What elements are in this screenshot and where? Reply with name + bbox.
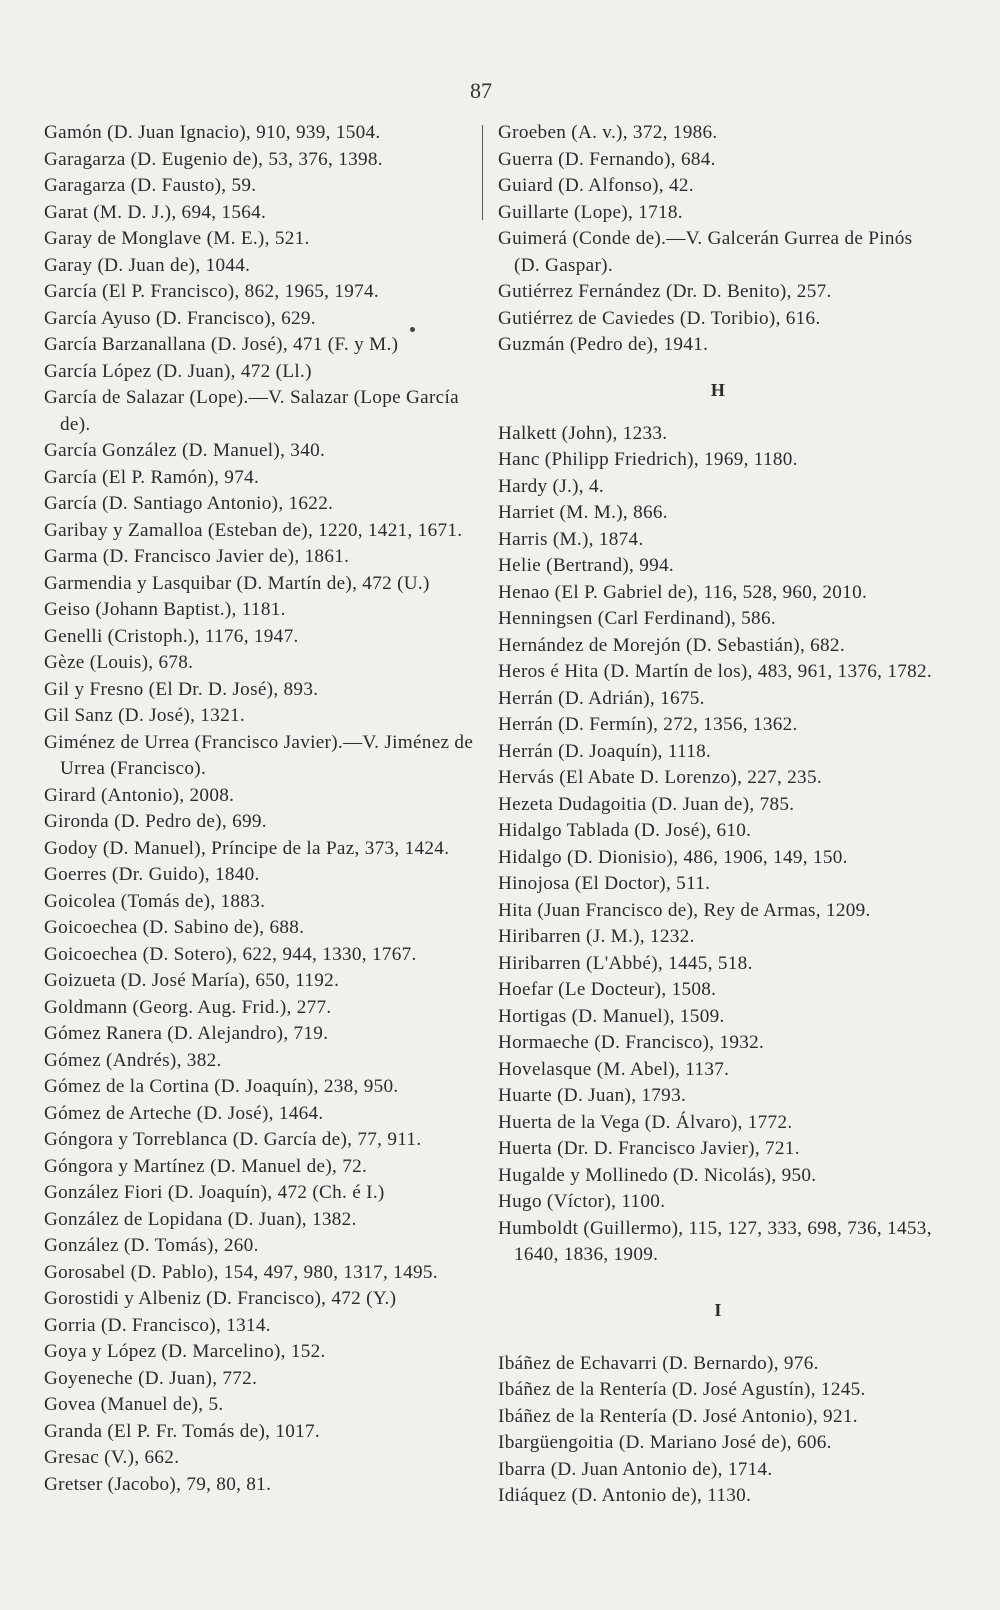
index-entry: Guiard (D. Alfonso), 42. xyxy=(498,175,694,196)
index-entry: Ibargüengoitia (D. Mariano José de), 606. xyxy=(498,1432,832,1453)
index-entry: Góngora y Torreblanca (D. García de), 77, 911. xyxy=(44,1129,422,1150)
index-entry: Hugalde y Mollinedo (D. Nicolás), 950. xyxy=(498,1164,817,1186)
index-entry: Goicolea (Tomás de), 1883. xyxy=(44,890,266,912)
index-entry: Gamón (D. Juan Ignacio), 910, 939, 1504. xyxy=(44,122,381,143)
index-entry: Guerra (D. Fernando), 684. xyxy=(498,148,716,170)
index-entry: Heros é Hita (D. Martín de los), 483, 961, 1376, 1782. xyxy=(498,661,932,682)
index-entry: Geiso (Johann Baptist.), 1181. xyxy=(44,599,286,620)
index-entry: González (D. Tomás), 260. xyxy=(44,1235,259,1256)
index-entry: Guillarte (Lope), 1718. xyxy=(498,201,683,223)
index-entry: Gretser (Jacobo), 79, 80, 81. xyxy=(44,1473,272,1495)
index-entry: Gorosabel (D. Pablo), 154, 497, 980, 1317, 1495. xyxy=(44,1261,438,1283)
index-entry: Helie (Bertrand), 994. xyxy=(498,555,675,576)
index-entry: Gómez Ranera (D. Alejandro), 719. xyxy=(44,1023,329,1044)
index-entry: Govea (Manuel de), 5. xyxy=(44,1394,224,1415)
page-number: 87 xyxy=(470,78,492,103)
index-entry: González de Lopidana (D. Juan), 1382. xyxy=(44,1208,357,1230)
index-entry: Gil Sanz (D. José), 1321. xyxy=(44,705,245,726)
index-entry: Ibarra (D. Juan Antonio de), 1714. xyxy=(498,1458,773,1480)
index-entry: Garagarza (D. Fausto), 59. xyxy=(44,175,257,196)
index-entry: Hormaeche (D. Francisco), 1932. xyxy=(498,1032,765,1053)
left-column xyxy=(44,120,474,1498)
index-entry: Hervás (El Abate D. Lorenzo), 227, 235. xyxy=(498,767,822,788)
index-entry: Hovelasque (M. Abel), 1137. xyxy=(498,1058,730,1080)
index-entry: Herrán (D. Adrián), 1675. xyxy=(498,687,705,709)
index-entry: Garmendia y Lasquibar (D. Martín de), 472 (U.) xyxy=(44,572,430,594)
index-entry: Hidalgo (D. Dionisio), 486, 1906, 149, 150. xyxy=(498,846,848,868)
index-entry: Gutiérrez de Caviedes (D. Toribio), 616. xyxy=(498,307,821,329)
right-column xyxy=(498,120,938,1510)
index-entry: Garay (D. Juan de), 1044. xyxy=(44,254,251,276)
index-entry: Genelli (Cristoph.), 1176, 1947. xyxy=(44,625,299,647)
index-entry: García Barzanallana (D. José), 471 (F. y M.) xyxy=(44,334,399,355)
index-entry: Giménez de Urrea (Francisco Javier).—V. Jiménez de Urrea (Francisco). xyxy=(44,731,474,779)
index-entry: Gutiérrez Fernández (Dr. D. Benito), 257. xyxy=(498,281,832,302)
section-heading-i: I xyxy=(714,1299,722,1320)
index-entry: Ibáñez de Echavarri (D. Bernardo), 976. xyxy=(498,1352,819,1374)
index-entry: Hortigas (D. Manuel), 1509. xyxy=(498,1005,725,1027)
index-entry: Goicoechea (D. Sabino de), 688. xyxy=(44,917,305,938)
index-entry: Gómez (Andrés), 382. xyxy=(44,1049,222,1071)
index-entry: Huerta de la Vega (D. Álvaro), 1772. xyxy=(498,1111,793,1133)
index-entry: Hardy (J.), 4. xyxy=(498,475,604,497)
index-entry: Harris (M.), 1874. xyxy=(498,528,644,550)
index-entry: Herrán (D. Joaquín), 1118. xyxy=(498,740,712,762)
index-entry: García Ayuso (D. Francisco), 629. xyxy=(44,307,316,329)
index-entry: Garibay y Zamalloa (Esteban de), 1220, 1421, 1671. xyxy=(44,519,463,541)
index-entry: García (El P. Francisco), 862, 1965, 1974. xyxy=(44,281,379,302)
section-heading-h: H xyxy=(710,379,726,400)
index-entry: Goicoechea (D. Sotero), 622, 944, 1330, 1767. xyxy=(44,943,417,965)
index-entry: Gómez de la Cortina (D. Joaquín), 238, 950. xyxy=(44,1076,399,1097)
index-entry: Hinojosa (El Doctor), 511. xyxy=(498,873,711,894)
index-entry: Garagarza (D. Eugenio de), 53, 376, 1398. xyxy=(44,148,383,170)
index-entry: García (D. Santiago Antonio), 1622. xyxy=(44,493,334,514)
index-entry: Goizueta (D. José María), 650, 1192. xyxy=(44,970,340,991)
index-entry: Groeben (A. v.), 372, 1986. xyxy=(498,122,718,143)
index-entry: Idiáquez (D. Antonio de), 1130. xyxy=(498,1485,752,1506)
index-entry: Godoy (D. Manuel), Príncipe de la Paz, 373, 1424. xyxy=(44,837,450,859)
index-entry: Hoefar (Le Docteur), 1508. xyxy=(498,979,717,1000)
index-entry: Guzmán (Pedro de), 1941. xyxy=(498,334,709,355)
index-entry: Gèze (Louis), 678. xyxy=(44,652,194,673)
index-entry: Hezeta Dudagoitia (D. Juan de), 785. xyxy=(498,793,795,815)
index-entry: Góngora y Martínez (D. Manuel de), 72. xyxy=(44,1155,368,1177)
index-entry: Gil y Fresno (El Dr. D. José), 893. xyxy=(44,678,319,700)
index-entry: Henningsen (Carl Ferdinand), 586. xyxy=(498,608,776,629)
index-entry: García González (D. Manuel), 340. xyxy=(44,440,326,461)
index-entry: Ibáñez de la Rentería (D. José Antonio), 921. xyxy=(498,1405,858,1427)
index-entry: Gómez de Arteche (D. José), 1464. xyxy=(44,1102,324,1124)
index-entry: Gorria (D. Francisco), 1314. xyxy=(44,1314,271,1336)
index-entry: García López (D. Juan), 472 (Ll.) xyxy=(44,360,312,382)
index-entry: Gorostidi y Albeniz (D. Francisco), 472 (Y.) xyxy=(44,1288,397,1309)
index-entry: Henao (El P. Gabriel de), 116, 528, 960, 2010. xyxy=(498,581,868,603)
index-entry: García (El P. Ramón), 974. xyxy=(44,466,260,488)
index-entry: Garay de Monglave (M. E.), 521. xyxy=(44,228,310,249)
index-entry: Harriet (M. M.), 866. xyxy=(498,502,668,523)
column-divider xyxy=(482,125,483,220)
index-entry: Goerres (Dr. Guido), 1840. xyxy=(44,864,260,885)
index-entry: Gresac (V.), 662. xyxy=(44,1447,180,1468)
index-entry: Hugo (Víctor), 1100. xyxy=(498,1191,666,1212)
index-entry: García de Salazar (Lope).—V. Salazar (Lope García de). xyxy=(44,387,459,435)
index-entry: Huerta (Dr. D. Francisco Javier), 721. xyxy=(498,1138,800,1159)
index-entry: Humboldt (Guillermo), 115, 127, 333, 698, 736, 1453, 1640, 1836, 1909. xyxy=(498,1217,932,1265)
index-entry: Huarte (D. Juan), 1793. xyxy=(498,1085,687,1106)
index-entry: Hidalgo Tablada (D. José), 610. xyxy=(498,820,752,841)
index-entry: Granda (El P. Fr. Tomás de), 1017. xyxy=(44,1420,321,1442)
index-entry: Hanc (Philipp Friedrich), 1969, 1180. xyxy=(498,449,798,470)
index-entry: Hiribarren (J. M.), 1232. xyxy=(498,926,695,947)
index-entry: Girard (Antonio), 2008. xyxy=(44,784,235,806)
index-entry: Guimerá (Conde de).—V. Galcerán Gurrea de Pinós (D. Gaspar). xyxy=(498,228,913,276)
index-entry: Hita (Juan Francisco de), Rey de Armas, 1209. xyxy=(498,899,871,921)
index-entry: Herrán (D. Fermín), 272, 1356, 1362. xyxy=(498,714,798,735)
index-entry: Ibáñez de la Rentería (D. José Agustín), 1245. xyxy=(498,1379,866,1400)
index-entry: Goya y López (D. Marcelino), 152. xyxy=(44,1341,326,1362)
index-entry: Gironda (D. Pedro de), 699. xyxy=(44,811,267,832)
index-entry: Garma (D. Francisco Javier de), 1861. xyxy=(44,546,350,567)
index-entry: Garat (M. D. J.), 694, 1564. xyxy=(44,201,267,223)
index-entry: Goyeneche (D. Juan), 772. xyxy=(44,1367,258,1389)
index-entry: Hiribarren (L'Abbé), 1445, 518. xyxy=(498,952,753,974)
index-entry: Halkett (John), 1233. xyxy=(498,422,668,444)
index-entry: González Fiori (D. Joaquín), 472 (Ch. é I.) xyxy=(44,1182,385,1203)
index-entry: Hernández de Morejón (D. Sebastián), 682. xyxy=(498,634,845,656)
index-entry: Goldmann (Georg. Aug. Frid.), 277. xyxy=(44,996,332,1018)
